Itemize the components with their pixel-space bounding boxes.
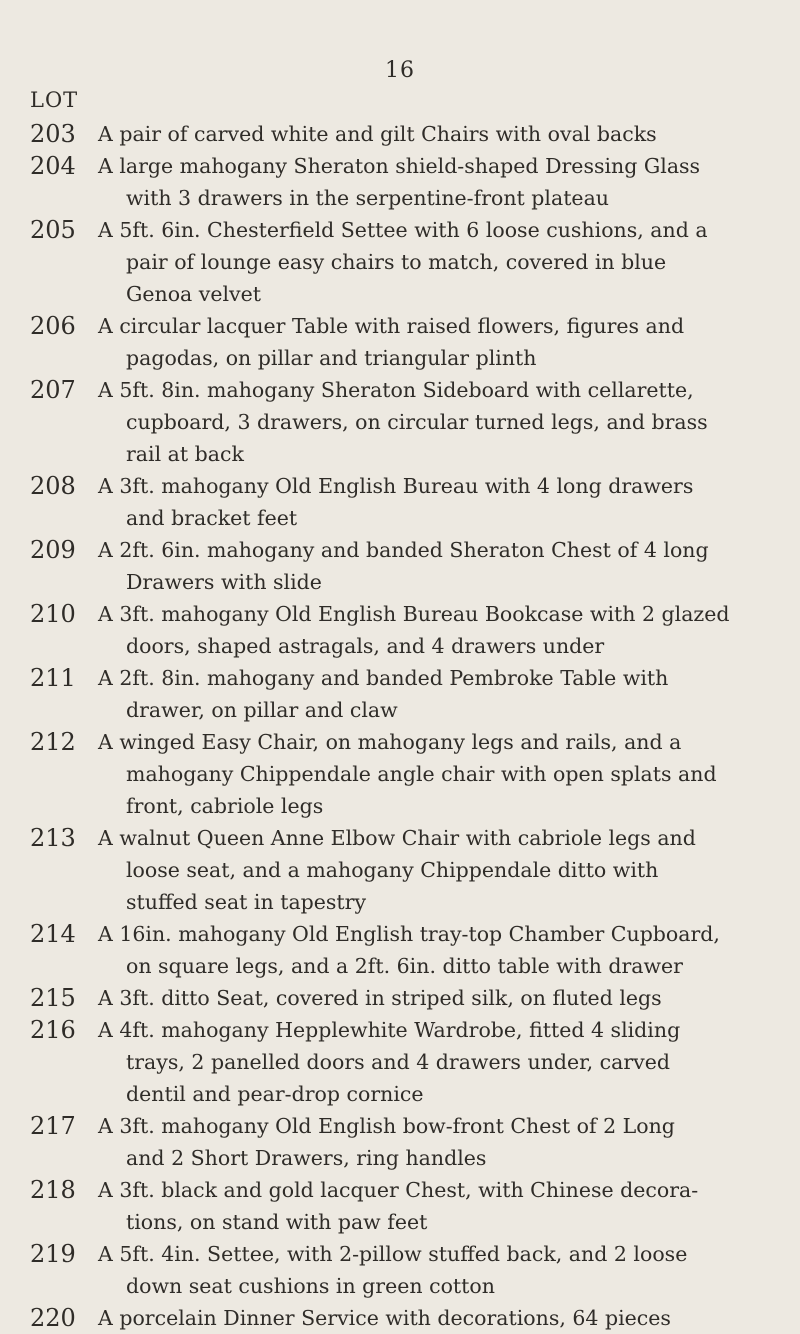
lot-description-line: A walnut Queen Anne Elbow Chair with cabriole legs and (98, 826, 696, 850)
lot-entry (30, 1014, 780, 1110)
lot-number: 204 (30, 152, 76, 180)
lot-entry (30, 374, 780, 470)
lot-description-line: cupboard, 3 drawers, on circular turned legs, and brass (126, 410, 708, 434)
lot-description-line: A 5ft. 4in. Settee, with 2-pillow stuffed back, and 2 loose (98, 1242, 688, 1266)
lot-number: 203 (30, 120, 76, 148)
lot-description (98, 1110, 780, 1174)
lot-description (98, 1238, 780, 1302)
lot-description (98, 982, 780, 1014)
lot-description (98, 822, 780, 918)
lot-description (98, 1302, 780, 1334)
lot-description (98, 662, 780, 726)
lot-number: 210 (30, 600, 76, 628)
lot-description-line: A large mahogany Sheraton shield-shaped Dressing Glass (98, 154, 701, 178)
lot-description-line: tions, on stand with paw feet (126, 1210, 428, 1234)
lot-entry (30, 822, 780, 918)
lot-description (98, 150, 780, 214)
lot-number: 219 (30, 1240, 76, 1268)
lot-description-line: on square legs, and a 2ft. 6in. ditto table with drawer (126, 954, 683, 978)
lot-number: 218 (30, 1176, 76, 1204)
lot-number: 206 (30, 312, 76, 340)
lot-number: 211 (30, 664, 76, 692)
lot-entry (30, 534, 780, 598)
lot-entry (30, 1238, 780, 1302)
lot-number: 213 (30, 824, 76, 852)
lot-description-line: and 2 Short Drawers, ring handles (126, 1146, 487, 1170)
lot-description (98, 598, 780, 662)
lot-description-line: A 3ft. ditto Seat, covered in striped silk, on fluted legs (98, 986, 662, 1010)
lot-description (98, 470, 780, 534)
lot-description-line: pair of lounge easy chairs to match, covered in blue (126, 250, 667, 274)
lot-description-line: A 5ft. 8in. mahogany Sheraton Sideboard with cellarette, (98, 378, 694, 402)
lot-description-line: with 3 drawers in the serpentine-front plateau (126, 186, 609, 210)
lot-entry (30, 150, 780, 214)
lot-entry (30, 214, 780, 310)
lot-description (98, 214, 780, 310)
lot-description-line: A 3ft. mahogany Old English Bureau with 4 long drawers (98, 474, 694, 498)
lot-entry (30, 918, 780, 982)
lot-number: 215 (30, 984, 76, 1012)
lot-entry (30, 310, 780, 374)
lot-description-line: A 5ft. 6in. Chesterfield Settee with 6 loose cushions, and a (98, 218, 708, 242)
lot-description-line: stuffed seat in tapestry (126, 890, 367, 914)
lot-description-line: Genoa velvet (126, 282, 262, 306)
lot-description-line: loose seat, and a mahogany Chippendale ditto with (126, 858, 659, 882)
lot-description (98, 534, 780, 598)
lot-number: 216 (30, 1016, 76, 1044)
lot-entry (30, 118, 780, 150)
lot-description-line: A 3ft. mahogany Old English bow-front Chest of 2 Long (98, 1114, 675, 1138)
lot-column-header: LOT (30, 88, 79, 112)
lot-description (98, 918, 780, 982)
lot-number: 212 (30, 728, 76, 756)
lot-description-line: A 16in. mahogany Old English tray-top Chamber Cupboard, (98, 922, 720, 946)
lot-entry (30, 982, 780, 1014)
lot-description-line: A porcelain Dinner Service with decorations, 64 pieces (98, 1306, 671, 1330)
lot-description-line: A circular lacquer Table with raised flowers, figures and (98, 314, 685, 338)
lot-description-line: A pair of carved white and gilt Chairs with oval backs (98, 122, 657, 146)
page-number: 16 (385, 58, 415, 83)
lot-description-line: A winged Easy Chair, on mahogany legs and rails, and a (98, 730, 682, 754)
lot-description-line: Drawers with slide (126, 570, 322, 594)
lot-entry (30, 1110, 780, 1174)
lot-number: 207 (30, 376, 76, 404)
lot-description-line: doors, shaped astragals, and 4 drawers under (126, 634, 605, 658)
lot-description (98, 1174, 780, 1238)
lot-number: 217 (30, 1112, 76, 1140)
lot-description-line: down seat cushions in green cotton (126, 1274, 495, 1298)
lot-description-line: front, cabriole legs (126, 794, 324, 818)
lot-description-line: pagodas, on pillar and triangular plinth (126, 346, 537, 370)
lot-description (98, 726, 780, 822)
lot-number: 208 (30, 472, 76, 500)
lot-entry (30, 662, 780, 726)
lot-list (30, 118, 780, 1334)
lot-description-line: drawer, on pillar and claw (126, 698, 398, 722)
lot-number: 220 (30, 1304, 76, 1332)
lot-description-line: A 4ft. mahogany Hepplewhite Wardrobe, fitted 4 sliding (98, 1018, 681, 1042)
lot-entry (30, 598, 780, 662)
lot-number: 214 (30, 920, 76, 948)
lot-description-line: dentil and pear-drop cornice (126, 1082, 424, 1106)
lot-description-line: and bracket feet (126, 506, 298, 530)
lot-description-line: rail at back (126, 442, 244, 466)
lot-description-line: trays, 2 panelled doors and 4 drawers under, carved (126, 1050, 671, 1074)
lot-entry (30, 726, 780, 822)
lot-entry (30, 470, 780, 534)
lot-description (98, 310, 780, 374)
lot-description (98, 1014, 780, 1110)
lot-description-line: A 2ft. 6in. mahogany and banded Sheraton Chest of 4 long (98, 538, 709, 562)
lot-description (98, 374, 780, 470)
lot-description-line: A 3ft. black and gold lacquer Chest, with Chinese decora- (98, 1178, 699, 1202)
lot-description-line: mahogany Chippendale angle chair with open splats and (126, 762, 717, 786)
lot-entry (30, 1302, 780, 1334)
lot-description (98, 118, 780, 150)
lot-description-line: A 2ft. 8in. mahogany and banded Pembroke Table with (98, 666, 669, 690)
lot-number: 205 (30, 216, 76, 244)
lot-number: 209 (30, 536, 76, 564)
lot-entry (30, 1174, 780, 1238)
lot-description-line: A 3ft. mahogany Old English Bureau Bookcase with 2 glazed (98, 602, 730, 626)
